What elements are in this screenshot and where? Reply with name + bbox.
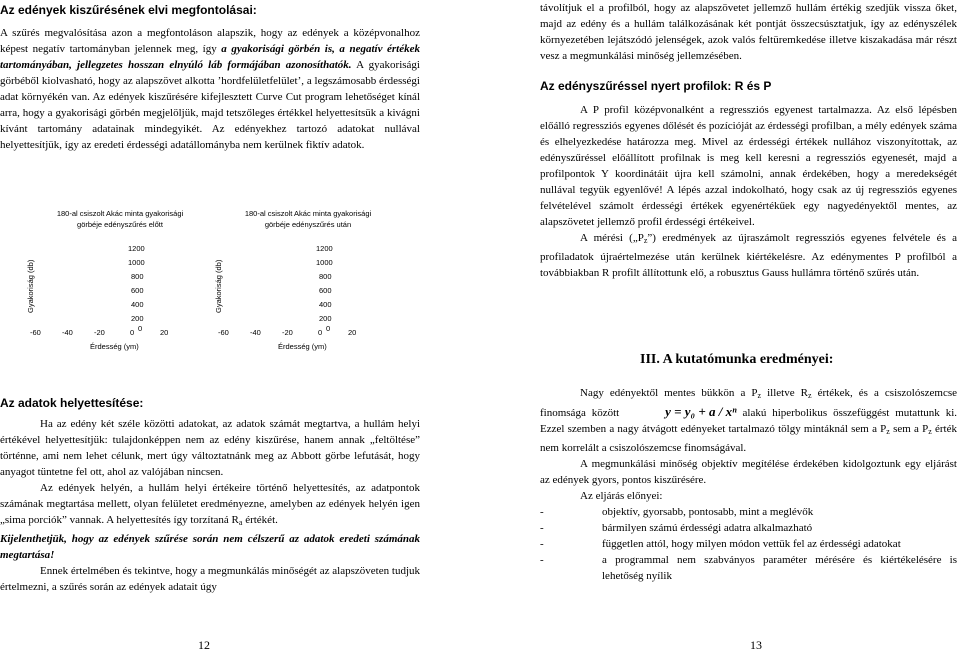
ytick: 200: [131, 314, 144, 323]
ytick: 600: [131, 286, 144, 295]
paragraph-edenyek-helyen-b: értékét.: [242, 514, 278, 526]
ytick: 800: [319, 272, 332, 281]
chart-title-line2: görbéje edényszűrés után: [264, 220, 352, 229]
chart-title-line1: 180-al csiszolt Akác minta gyakorisági: [56, 209, 184, 218]
paragraph-szures-a: A szűrés megvalósítása azon a megfontoláson alapszik, hogy az edények a középvonalhoz képest negatív tartományban jelennek meg, így: [0, 27, 420, 55]
para4-f: érték nem korrelált a csiszolószemcse finomságával.: [540, 423, 957, 454]
paragraph-ennek-ertelmeben: Ennek értelmében és tekintve, hogy a megmunkálás minőségét az alapszöveten tudjuk értelmezni, a szűrés során az edények adatait úgy: [0, 565, 420, 593]
para4-c: értékek, és a csiszolószemcse finomsága között: [540, 387, 958, 419]
xtick: -40: [250, 328, 261, 337]
subscript-z: z: [928, 427, 932, 436]
left-bottom-text: [0, 395, 420, 595]
chart-title: [218, 208, 398, 230]
paragraph-szures-b: a gyakorisági görbén is, a negatív értékek tartományában, jellegzetes hosszan elnyúló láb formájában azonosíthatók.: [0, 43, 420, 71]
chart-title: [30, 208, 210, 230]
subscript-z: z: [643, 236, 648, 245]
paragraph-kijelenthetjuk: Kijelenthetjük, hogy az edények szűrése során nem célszerű az adatok eredeti számának megtartása!: [0, 533, 420, 561]
paragraph-nagy-edenyektol: [540, 385, 957, 456]
xtick: -60: [218, 328, 229, 337]
paragraph-helyettesites: Ha az edény két széle közötti adatokat, az adatok számát megtartva, a hullám helyi értékével helyettesítjük: tulajdonképpen nem az edény kiszűrése, hanem annak „feltöltése” történne, ami nem lehet célunk, mert úgy változtatnánk meg az Abbott görbe lefutását, hogy anyagot tüntetne fel ott, ahol az valójában nincsen.: [0, 418, 420, 478]
right-bottom-text: [540, 385, 957, 584]
chart-ylabel: Gyakoriság (db): [214, 259, 223, 313]
xtick: 0: [318, 328, 323, 337]
paragraph-tavolitjuk: távolítjuk el a profilból, hogy az alapszövetet jellemző hullám értékig szedjük vissza őket, majd az edény és a hullám találkozásának két pontját összecsúsztatjuk, így az edényszélek környezetében lejátszódó jelenségek, azok valós feltüremkedése illetve kiszakadása már részt vesz a megmunkálási minőség jellemzésében.: [540, 2, 957, 62]
left-top-text: [0, 2, 420, 153]
ytick: 1200: [316, 244, 333, 253]
heading-adatok-helyettesitese: Az adatok helyettesítése:: [0, 396, 144, 410]
para4-b: illetve R: [761, 387, 808, 399]
paragraph-szures: [0, 25, 420, 153]
ytick: 800: [131, 272, 144, 281]
list-item: - független attól, hogy milyen módon vettük fel az érdességi adatokat: [540, 536, 957, 552]
list-item: - objektív, gyorsabb, pontosabb, mint a meglévők: [540, 504, 957, 520]
xtick: 20: [348, 328, 357, 337]
chart-xlabel: Érdesség (ym): [90, 342, 139, 351]
ytick: 200: [319, 314, 332, 323]
ytick: 400: [319, 300, 332, 309]
list-item: - a programmal nem szabványos paraméter mérésére és kiértékelésére is lehetőség nyílik: [540, 552, 957, 584]
paragraph-eljaras-elonyei: Az eljárás előnyei:: [580, 490, 663, 502]
paragraph-p-profil: A P profil középvonalként a regressziós egyenest tartalmazza. Az első lépésben előálló regressziós egyenes dőlését és pozícióját az érdességi profilban, a mély edények száma és elhelyezkedése határozza meg. Mivel az érdességi értékek nullához viszonyítottak, az edényszűréssel előállított profilnak is meg kell keresni a regressziós egyenesét, majd a profilpontok Y koordinátáit újra kell számolni, annak érdekében, hogy a meredekségét nullával tegyük egyenlővé! A lépés azzal indokolható, hogy csak az új regressziós egyenes felvételével számolt érdességi értékek egyenértékűek egy nagyedényektől mentes, az alapszövetet jellemző profil érdességi értékeivel.: [540, 104, 957, 228]
ytick: 0: [138, 324, 143, 333]
para4-e: sem a P: [889, 423, 929, 435]
para4-d: alakú hiperbolikus összefüggést mutattunk ki. Ezzel szemben a nagy átvágott edényeket tartalmazó tölgy mintáknál sem a P: [540, 407, 957, 435]
ytick: 1000: [316, 258, 333, 267]
right-page: [540, 0, 960, 654]
paragraph-meresi: [540, 230, 957, 281]
list-item: - bármilyen számú érdességi adatra alkalmazható: [540, 520, 957, 536]
subscript-z: z: [886, 427, 890, 436]
right-top-text: [540, 0, 957, 281]
page-number-left: 12: [198, 638, 210, 652]
chart-ylabel: Gyakoriság (db): [26, 259, 35, 313]
xtick: -40: [62, 328, 73, 337]
paragraph-meresi-a: A mérési („P: [580, 232, 644, 244]
advantages-list: [540, 504, 957, 584]
subscript-z: z: [757, 391, 762, 400]
hyperbolic-formula: y = y₀ + a / xⁿ: [665, 404, 737, 419]
left-page: [0, 0, 425, 654]
ytick: 400: [131, 300, 144, 309]
xtick: 0: [130, 328, 135, 337]
heading-edenyszures-profilok: Az edényszűréssel nyert profilok: R és P: [540, 79, 772, 93]
subscript-z: z: [808, 391, 812, 400]
heading-elvi-megfontolasok: Az edények kiszűrésének elvi megfontolásai:: [0, 3, 257, 17]
chart-title-line1: 180-al csiszolt Akác minta gyakorisági: [244, 209, 372, 218]
subscript-a: a: [238, 518, 243, 527]
xtick: -20: [282, 328, 293, 337]
xtick: -20: [94, 328, 105, 337]
ytick: 0: [326, 324, 331, 333]
chart-before-filter: [20, 208, 210, 356]
section-heading-eredmenyei: III. A kutatómunka eredményei:: [640, 352, 834, 367]
paragraph-megmunkalasi: A megmunkálási minőség objektív megítélése érdekében kidolgoztunk egy eljárást az edények gyors, pontos kiszűrésére.: [540, 458, 957, 486]
para4-a: Nagy edényektől mentes bükkön a P: [580, 387, 758, 399]
chart-after-filter: [208, 208, 398, 356]
chart-title-line2: görbéje edényszűrés előtt: [77, 220, 163, 229]
paragraph-edenyek-helyen: [0, 480, 420, 531]
ytick: 600: [319, 286, 332, 295]
xtick: -60: [30, 328, 41, 337]
page-number-right: 13: [750, 638, 762, 652]
ytick: 1200: [128, 244, 145, 253]
ytick: 1000: [128, 258, 145, 267]
paragraph-edenyek-helyen-a: Az edények helyén, a hullám helyi értékeire történő helyettesítés, az adatpontok számának megtartása mellett, olyan felületet eredményezne, amelyben az edények helyén igen „sima porciók” vannak. A helyettesítés így torzítaná R: [0, 482, 420, 526]
paragraph-szures-c: A gyakorisági görbéből kiolvasható, hogy az alapszövet alkotta ’hordfelületfelület’, a legszámosabb érdességi adat környékén van. Az edények kiszűrésére kifejlesztett Curve Cut program lehetőséget kínál arra, hogy a gyakorisági görbén megjelöljük, majd tetszőleges értékkel helyettesítsük a kivágni kívánt tartomány adatainak mindegyikét. Az edényekhez tartozó adatokat nullával helyettesítjük, így az eredeti érdességi adatállományba nem kerülnek fiktív adatok.: [0, 59, 420, 151]
paragraph-meresi-b: ”) eredmények az újraszámolt regressziós egyenes felvétele és a profiladatok újraértelmezése után kerülnek kiértékelésre. Az edénymentes P profilból a továbbiakban R profilt állítottunk elő, a robusztus Gauss hullámra történő szűrés után.: [540, 232, 957, 279]
chart-xlabel: Érdesség (ym): [278, 342, 327, 351]
xtick: 20: [160, 328, 169, 337]
